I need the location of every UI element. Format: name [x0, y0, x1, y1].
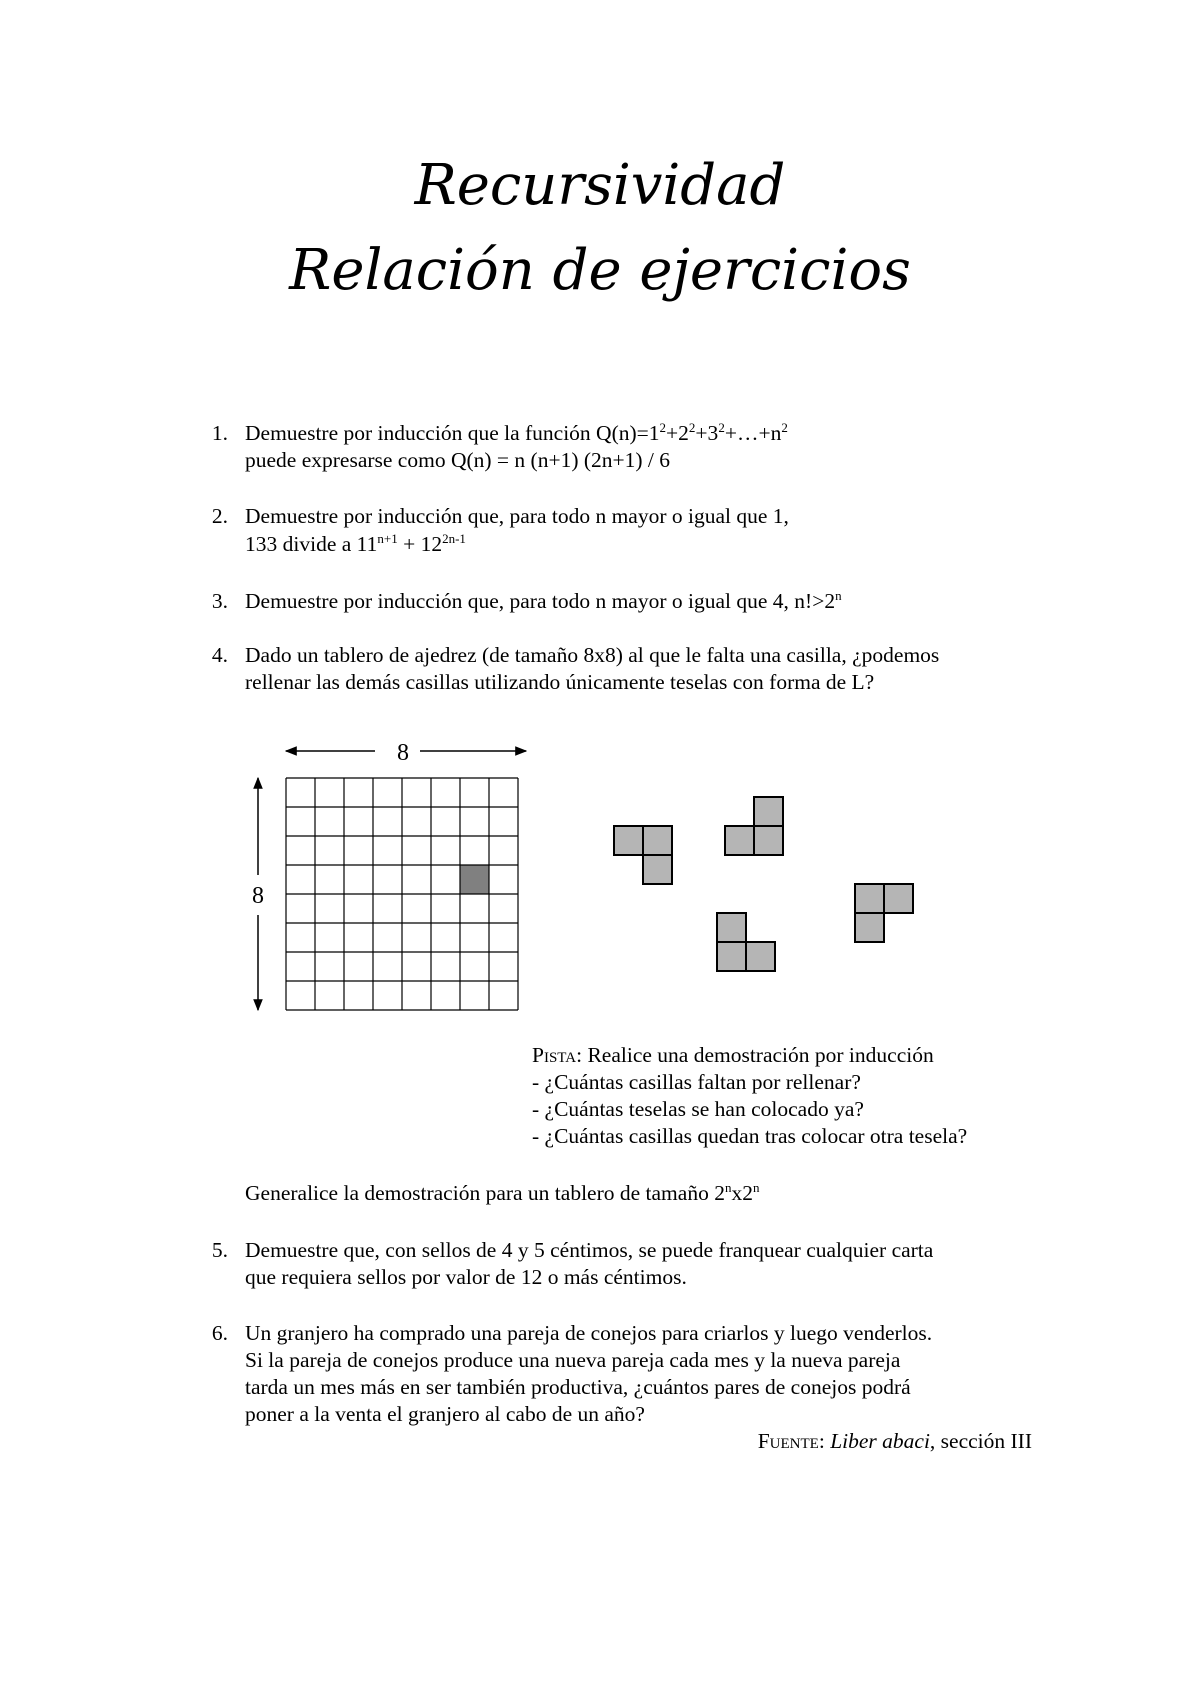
exercise-6-line-1: Un granjero ha comprado una pareja de conejos para criarlos y luego venderlos.: [245, 1321, 933, 1345]
exercise-6-line-2: Si la pareja de conejos produce una nueva pareja cada mes y la nueva pareja: [245, 1348, 901, 1372]
exercise-6-number: 6.: [211, 1321, 228, 1345]
exercise-3-number: 3.: [211, 589, 228, 613]
exercise-5-line-2: que requiera sellos por valor de 12 o más céntimos.: [245, 1265, 687, 1289]
missing-square: [460, 865, 489, 894]
exercise-1-number: 1.: [211, 421, 228, 445]
source-citation: Fuente: Liber abaci, sección III: [757, 1429, 1032, 1453]
board-width-label: 8: [397, 740, 409, 766]
hint-item-2: - ¿Cuántas teselas se han colocado ya?: [532, 1097, 864, 1121]
generalize-line: Generalice la demostración para un tablero de tamaño 2$^n$x2$^n$: [245, 1179, 760, 1205]
hint-item-3: - ¿Cuántas casillas quedan tras colocar otra tesela?: [532, 1124, 968, 1148]
chessboard: [286, 778, 518, 1010]
l-tile-1: [614, 826, 672, 884]
exercise-6-line-4: poner a la venta el granjero al cabo de un año?: [245, 1402, 645, 1426]
exercise-4-line-2: rellenar las demás casillas utilizando únicamente teselas con forma de L?: [245, 670, 875, 694]
board-height-label: 8: [252, 883, 264, 909]
exercise-2-line-1: Demuestre por inducción que, para todo n mayor o igual que 1,: [245, 504, 789, 528]
exercise-4-number: 4.: [211, 643, 228, 667]
exercise-2-line-2: 133 divide a $11^{n+1} + 12^{2n-1}$: [245, 530, 466, 556]
exercise-5-line-1: Demuestre que, con sellos de 4 y 5 céntimos, se puede franquear cualquier carta: [245, 1238, 934, 1262]
l-tile-3: [855, 884, 913, 942]
exercise-4-line-1: Dado un tablero de ajedrez (de tamaño 8x8) al que le falta una casilla, ¿podemos: [245, 643, 940, 667]
l-tile-4: [717, 913, 775, 971]
hint-item-1: - ¿Cuántas casillas faltan por rellenar?: [532, 1070, 861, 1094]
l-tile-2: [725, 797, 783, 855]
exercise-1-line-2: puede expresarse como Q(n) = n (n+1) (2n+1) / 6: [245, 448, 671, 472]
title-line-2: Relación de ejercicios: [289, 238, 911, 303]
exercise-5-number: 5.: [211, 1238, 228, 1262]
exercise-6-line-3: tarda un mes más en ser también productiva, ¿cuántos pares de conejos podrá: [245, 1375, 911, 1399]
exercise-2-number: 2.: [211, 504, 228, 528]
exercise-1-line-1: Demuestre por inducción que la función $Q(n)=1^2+2^2+3^2+\dots+n^2$: [245, 419, 788, 445]
exercise-3-text: Demuestre por inducción que, para todo n mayor o igual que 4, $n!>2^n$: [245, 587, 842, 613]
title-line-1: Recursividad: [414, 153, 786, 218]
hint-line: Pista: Realice una demostración por inducción: [532, 1043, 934, 1067]
